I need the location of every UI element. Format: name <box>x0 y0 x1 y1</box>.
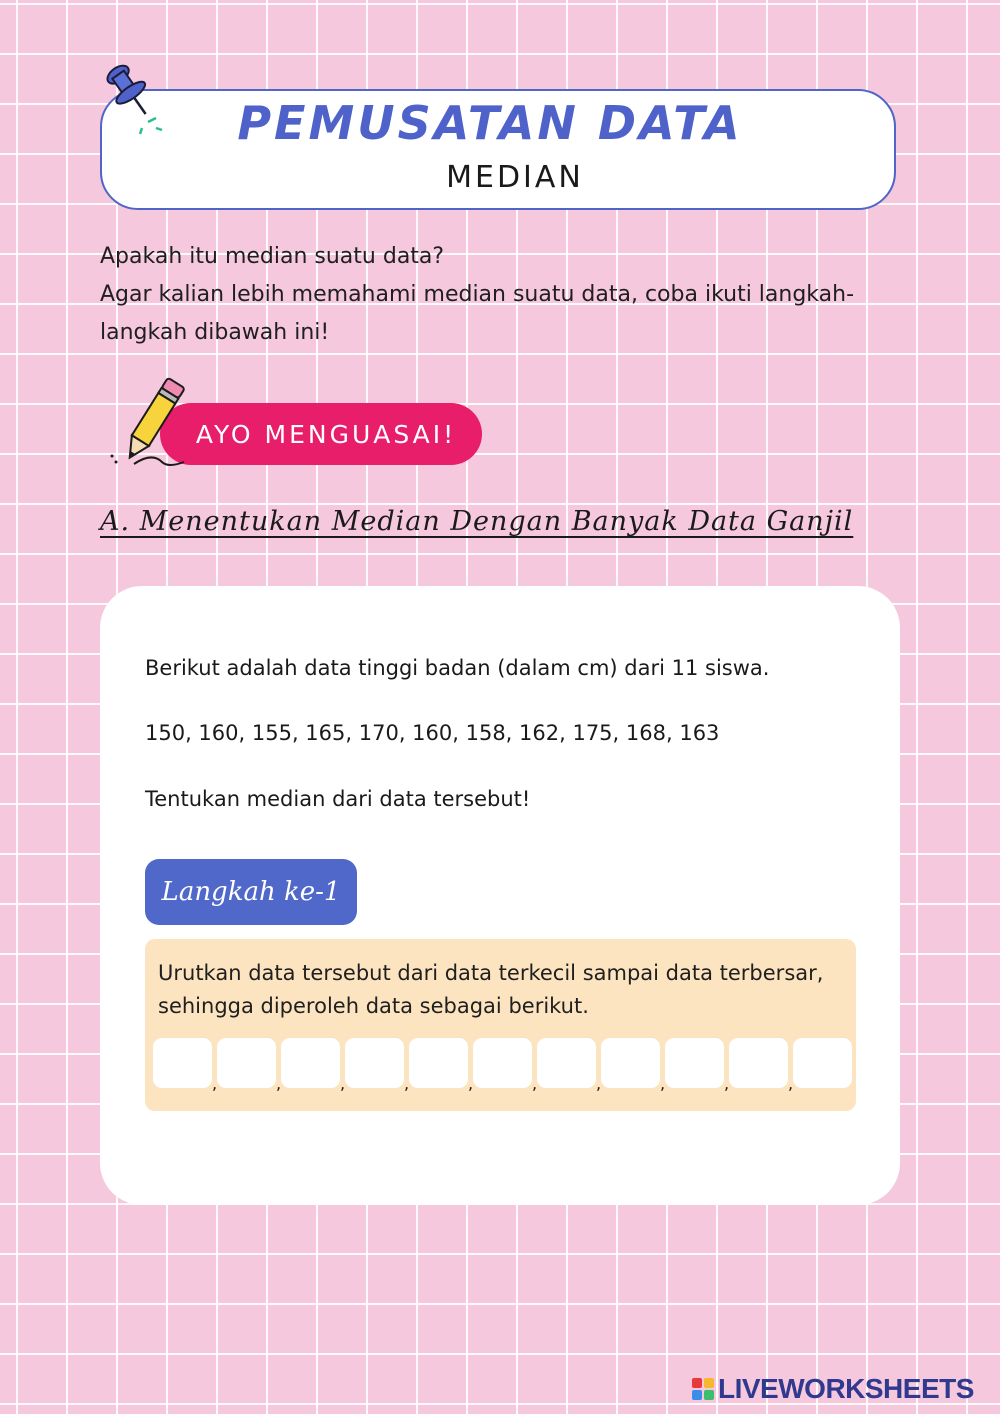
answer-input-10[interactable] <box>729 1038 788 1088</box>
answer-separator: , <box>532 1074 538 1093</box>
problem-statement: Berikut adalah data tinggi badan (dalam cm) dari 11 siswa. <box>145 656 770 680</box>
intro-text <box>100 238 900 352</box>
answer-input-1[interactable] <box>153 1038 212 1088</box>
section-heading: A. Menentukan Median Dengan Banyak Data Ganjil <box>100 506 854 537</box>
answer-input-7[interactable] <box>537 1038 596 1088</box>
ayo-menguasai-label: AYO MENGUASAI! <box>195 419 457 449</box>
problem-data: 150, 160, 155, 165, 170, 160, 158, 162, 175, 168, 163 <box>145 721 720 745</box>
answer-separator: , <box>596 1074 602 1093</box>
step-instruction: Urutkan data tersebut dari data terkecil sampai data terbersar, sehingga diperoleh data sebagai berikut. <box>158 961 824 1018</box>
answer-input-11[interactable] <box>793 1038 852 1088</box>
intro-question: Apakah itu median suatu data? <box>100 244 445 269</box>
intro-instruction: Agar kalian lebih memahami median suatu data, coba ikuti langkah-langkah dibawah ini! <box>100 282 855 345</box>
push-pin-icon <box>98 56 168 136</box>
page-title: PEMUSATAN DATA <box>237 96 743 150</box>
answer-input-6[interactable] <box>473 1038 532 1088</box>
answer-separator: , <box>340 1074 346 1093</box>
answer-input-8[interactable] <box>601 1038 660 1088</box>
liveworksheets-logo-text: LIVEWORKSHEETS <box>718 1373 974 1404</box>
answer-input-3[interactable] <box>281 1038 340 1088</box>
answer-separator: , <box>212 1074 218 1093</box>
answer-input-9[interactable] <box>665 1038 724 1088</box>
answer-input-4[interactable] <box>345 1038 404 1088</box>
step-label: Langkah ke-1 <box>161 877 341 907</box>
answer-separator: , <box>468 1074 474 1093</box>
answer-input-5[interactable] <box>409 1038 468 1088</box>
answer-row <box>153 1032 853 1093</box>
answer-separator: , <box>660 1074 666 1093</box>
answer-separator: , <box>276 1074 282 1093</box>
pencil-icon <box>104 372 200 472</box>
ayo-menguasai-badge <box>160 403 482 465</box>
step-badge <box>145 859 357 925</box>
liveworksheets-logo-icon <box>692 1378 714 1400</box>
answer-separator: , <box>724 1074 730 1093</box>
problem-question: Tentukan median dari data tersebut! <box>145 787 531 811</box>
answer-input-2[interactable] <box>217 1038 276 1088</box>
answer-separator: , <box>404 1074 410 1093</box>
answer-separator: , <box>788 1074 794 1093</box>
page-subtitle: MEDIAN <box>446 160 584 195</box>
liveworksheets-logo[interactable] <box>692 1374 992 1404</box>
